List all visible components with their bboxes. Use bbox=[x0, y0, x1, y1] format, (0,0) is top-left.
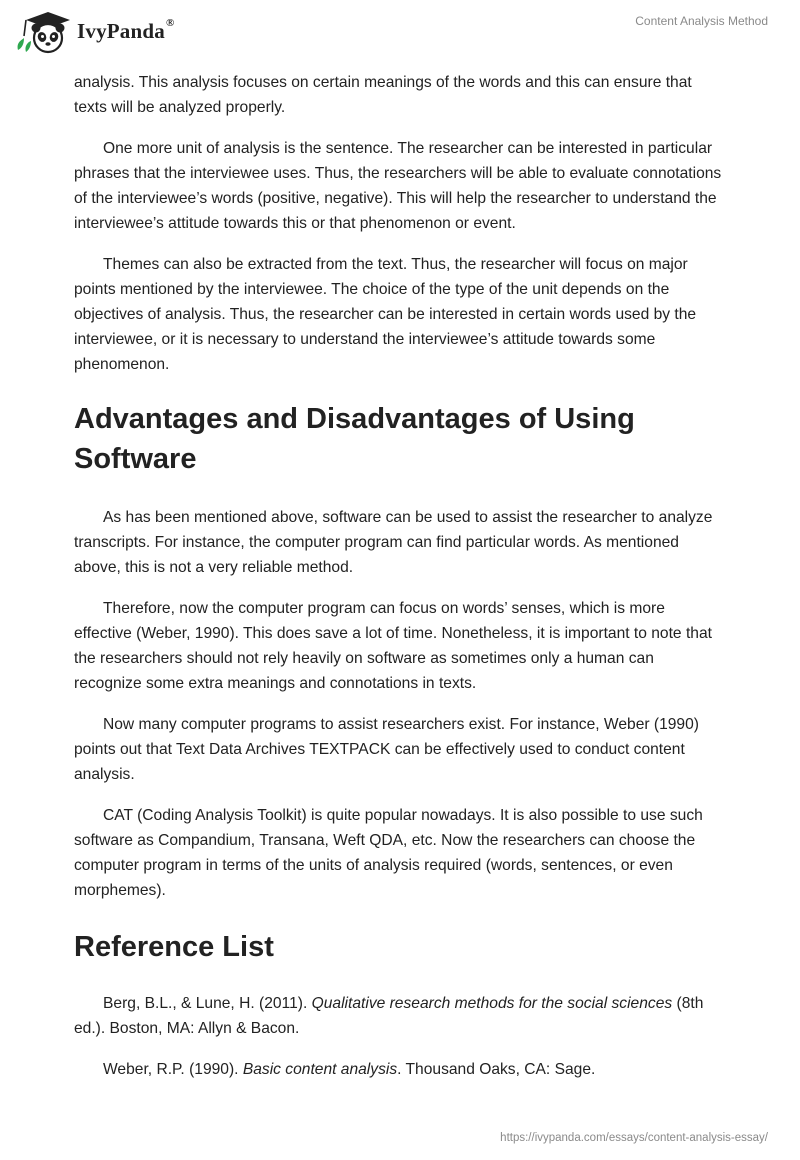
document-title: Content Analysis Method bbox=[635, 14, 768, 28]
paragraph: Themes can also be extracted from the text. Thus, the researcher will focus on major points mentioned by the interviewee. The choice of the type of the unit depends on the objectives of analysis. Thus, the researcher can be interested in certain words used by the interviewee, or it is necessary to understand the interviewee’s attitude towards some phenomenon. bbox=[74, 256, 697, 373]
page-header bbox=[0, 0, 800, 70]
paragraph: One more unit of analysis is the sentence. The researcher can be interested in particular phrases that the interviewee uses. Thus, the researchers will be able to evaluate connotations of the interviewee’s words (positive, negative). This will help the researcher to understand the interviewee’s attitude towards this or that phenomenon or event. bbox=[74, 140, 722, 232]
section-heading-software: Advantages and Disadvantages of Using Software bbox=[74, 403, 635, 475]
paragraph: CAT (Coding Analysis Toolkit) is quite popular nowadays. It is also possible to use such software as Compandium, Transana, Weft QDA, etc. Now the researchers can choose the computer program in terms of the units of analysis required (words, sentences, or even morphemes). bbox=[74, 807, 703, 899]
section-heading-references: Reference List bbox=[74, 931, 274, 963]
source-url-link[interactable]: https://ivypanda.com/essays/content-analysis-essay/ bbox=[500, 1132, 768, 1144]
reference-item: Berg, B.L., & Lune, H. (2011). Qualitative research methods for the social sciences (8th ed.). Boston, MA: Allyn & Bacon. bbox=[74, 995, 704, 1037]
ivypanda-logo[interactable] bbox=[14, 8, 174, 54]
paragraph: analysis. This analysis focuses on certain meanings of the words and this can ensure that texts will be analyzed properly. bbox=[74, 74, 692, 116]
panda-icon bbox=[14, 8, 74, 54]
reference-item: Weber, R.P. (1990). Basic content analysis. Thousand Oaks, CA: Sage. bbox=[103, 1061, 596, 1078]
brand-name: IvyPanda® bbox=[77, 16, 175, 43]
paragraph: Now many computer programs to assist researchers exist. For instance, Weber (1990) points out that Text Data Archives TEXTPACK can be effectively used to conduct content analysis. bbox=[74, 716, 699, 783]
essay-content bbox=[74, 70, 724, 1082]
paragraph: Therefore, now the computer program can focus on words’ senses, which is more effective (Weber, 1990). This does save a lot of time. Nonetheless, it is important to note that the researchers should not rely heavily on software as sometimes only a human can recognize some extra meanings and connotations in texts. bbox=[74, 600, 712, 692]
paragraph: As has been mentioned above, software can be used to assist the researcher to analyze transcripts. For instance, the computer program can find particular words. As mentioned above, this is not a very reliable method. bbox=[74, 509, 713, 576]
